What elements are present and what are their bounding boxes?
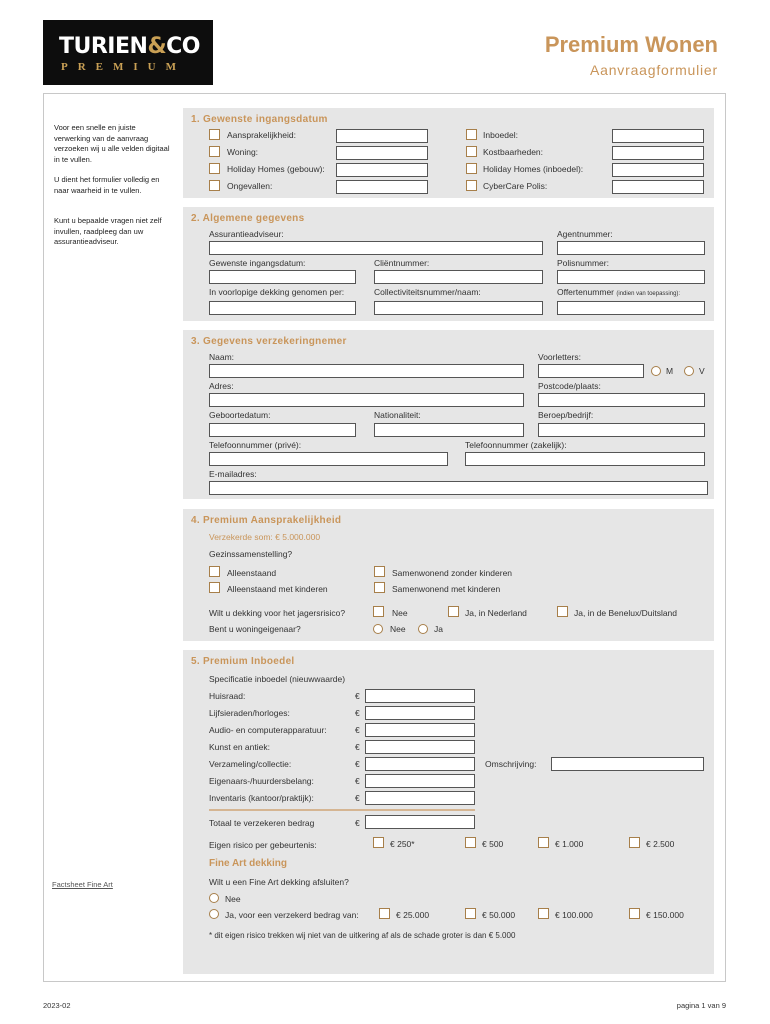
label-client: Cliëntnummer: (374, 258, 430, 268)
label-fa-50000: € 50.000 (482, 910, 516, 920)
label-quote: Offertenummer (indien van toepassing): (557, 287, 681, 297)
label-aansprakelijkheid: Aansprakelijkheid: (227, 130, 296, 140)
label-woning: Woning: (227, 147, 259, 157)
label-eigenaarsbelang: Eigenaars-/huurdersbelang: (209, 776, 314, 786)
date-input-cybercare[interactable] (612, 180, 704, 194)
label-inventaris: Inventaris (kantoor/praktijk): (209, 793, 314, 803)
label-cybercare: CyberCare Polis: (483, 181, 548, 191)
label-deductible-1000: € 1.000 (555, 839, 584, 849)
address-input[interactable] (209, 393, 524, 407)
client-input[interactable] (374, 270, 543, 284)
label-name: Naam: (209, 352, 235, 362)
radio-owner-no[interactable] (373, 624, 383, 634)
euro-sign: € (355, 818, 360, 828)
label-m: M (666, 366, 674, 376)
label-spec: Specificatie inboedel (nieuwwaarde) (209, 674, 346, 684)
checkbox-deductible-2500[interactable] (629, 837, 640, 848)
checkbox-deductible-250[interactable] (373, 837, 384, 848)
label-deductible-2500: € 2.500 (646, 839, 675, 849)
radio-m[interactable] (651, 366, 661, 376)
label-verzameling: Verzameling/collectie: (209, 759, 292, 769)
label-description: Omschrijving: (485, 759, 537, 769)
fineart-title: Fine Art dekking (209, 858, 287, 869)
email-input[interactable] (209, 481, 708, 495)
euro-sign: € (355, 759, 360, 769)
label-lijfsieraden: Lijfsieraden/horloges: (209, 708, 290, 718)
collective-input[interactable] (374, 301, 543, 315)
quote-input[interactable] (557, 301, 705, 315)
label-fineart-no: Nee (225, 894, 241, 904)
euro-sign: € (355, 725, 360, 735)
amount-inventaris[interactable] (365, 791, 475, 805)
profession-input[interactable] (538, 423, 705, 437)
checkbox-deductible-1000[interactable] (538, 837, 549, 848)
sidebar-intro: Voor een snelle en juiste verwerking van de aanvraag verzoeken wij u alle velden digitaal in te vullen. (54, 123, 170, 164)
nationality-input[interactable] (374, 423, 524, 437)
logo (43, 20, 213, 85)
checkbox-hunter-no[interactable] (373, 606, 384, 617)
checkbox-hunter-nl[interactable] (448, 606, 459, 617)
footer-date: 2023-02 (43, 1001, 71, 1010)
section-algemene-gegevens (183, 207, 714, 321)
label-owner-no: Nee (390, 624, 406, 634)
checkbox-together[interactable] (374, 566, 385, 577)
label-audio: Audio- en computerapparatuur: (209, 725, 327, 735)
checkbox-holiday-gebouw[interactable] (209, 163, 220, 174)
label-collective: Collectiviteitsnummer/naam: (374, 287, 481, 297)
section-aansprakelijkheid (183, 509, 714, 641)
label-policy: Polisnummer: (557, 258, 609, 268)
label-dob: Geboortedatum: (209, 410, 271, 420)
section-verzekeringnemer (183, 330, 714, 499)
checkbox-fa-50000[interactable] (465, 908, 476, 919)
date-input-ongevallen[interactable] (336, 180, 428, 194)
label-fa-150000: € 150.000 (646, 910, 684, 920)
euro-sign: € (355, 691, 360, 701)
label-together-kids: Samenwonend met kinderen (392, 584, 501, 594)
section-title: 1. Gewenste ingangsdatum (191, 114, 328, 125)
logo-wordmark: TURIEN&CO (59, 34, 200, 59)
date-input-holiday-gebouw[interactable] (336, 163, 428, 177)
label-cover: In voorlopige dekking genomen per: (209, 287, 345, 297)
logo-subtitle: PREMIUM (61, 61, 186, 73)
label-initials: Voorletters: (538, 352, 581, 362)
label-fineart-question: Wilt u een Fine Art dekking afsluiten? (209, 877, 349, 887)
label-v: V (699, 366, 705, 376)
insured-sum: Verzekerde som: € 5.000.000 (209, 532, 321, 542)
date-input-kostbaarheden[interactable] (612, 146, 704, 160)
label-postcode: Postcode/plaats: (538, 381, 601, 391)
label-email: E-mailadres: (209, 469, 257, 479)
label-agent: Agentnummer: (557, 229, 613, 239)
section-inboedel (183, 650, 714, 974)
section-title: 4. Premium Aansprakelijkheid (191, 515, 342, 526)
euro-sign: € (355, 742, 360, 752)
factsheet-link[interactable]: Factsheet Fine Art (52, 880, 113, 889)
label-huisraad: Huisraad: (209, 691, 246, 701)
amount-kunst[interactable] (365, 740, 475, 754)
cover-input[interactable] (209, 301, 356, 315)
radio-owner-yes[interactable] (418, 624, 428, 634)
label-owner-yes: Ja (434, 624, 443, 634)
checkbox-hunter-benelux[interactable] (557, 606, 568, 617)
section-title: 3. Gegevens verzekeringnemer (191, 336, 347, 347)
description-input[interactable] (551, 757, 704, 771)
label-hunter-question: Wilt u dekking voor het jagersrisico? (209, 608, 346, 618)
label-hunter-no: Nee (392, 608, 408, 618)
startdate-input[interactable] (209, 270, 356, 284)
label-address: Adres: (209, 381, 234, 391)
checkbox-inboedel[interactable] (466, 129, 477, 140)
label-advisor: Assurantieadviseur: (209, 229, 284, 239)
label-total: Totaal te verzekeren bedrag (209, 818, 315, 828)
name-input[interactable] (209, 364, 524, 378)
radio-fineart-no[interactable] (209, 893, 219, 903)
label-deductible: Eigen risico per gebeurtenis: (209, 840, 317, 850)
date-input-woning[interactable] (336, 146, 428, 160)
checkbox-woning[interactable] (209, 146, 220, 157)
checkbox-fa-100000[interactable] (538, 908, 549, 919)
label-household: Gezinssamenstelling? (209, 549, 293, 559)
amount-total[interactable] (365, 815, 475, 829)
phone-business-input[interactable] (465, 452, 705, 466)
initials-input[interactable] (538, 364, 644, 378)
label-profession: Beroep/bedrijf: (538, 410, 594, 420)
amount-verzameling[interactable] (365, 757, 475, 771)
label-alone-kids: Alleenstaand met kinderen (227, 584, 328, 594)
radio-fineart-yes[interactable] (209, 909, 219, 919)
footnote: * dit eigen risico trekken wij niet van de uitkering af als de schade groter is dan € 5.000 (209, 931, 516, 940)
amount-eigenaarsbelang[interactable] (365, 774, 475, 788)
checkbox-holiday-inboedel[interactable] (466, 163, 477, 174)
divider (209, 809, 475, 811)
label-startdate: Gewenste ingangsdatum: (209, 258, 306, 268)
checkbox-aansprakelijkheid[interactable] (209, 129, 220, 140)
date-input-inboedel[interactable] (612, 129, 704, 143)
sidebar-instruction: U dient het formulier volledig en naar waarheid in te vullen. (54, 175, 160, 195)
phone-private-input[interactable] (209, 452, 448, 466)
label-hunter-benelux: Ja, in de Benelux/Duitsland (574, 608, 678, 618)
amount-audio[interactable] (365, 723, 475, 737)
label-holiday-gebouw: Holiday Homes (gebouw): (227, 164, 325, 174)
label-phone-business: Telefoonnummer (zakelijk): (465, 440, 567, 450)
euro-sign: € (355, 793, 360, 803)
label-owner-question: Bent u woningeigenaar? (209, 624, 301, 634)
agent-input[interactable] (557, 241, 705, 255)
checkbox-fa-25000[interactable] (379, 908, 390, 919)
section-title: 2. Algemene gegevens (191, 213, 305, 224)
label-kunst: Kunst en antiek: (209, 742, 270, 752)
label-hunter-nl: Ja, in Nederland (465, 608, 527, 618)
dob-input[interactable] (209, 423, 356, 437)
checkbox-together-kids[interactable] (374, 582, 385, 593)
euro-sign: € (355, 708, 360, 718)
footer-page: pagina 1 van 9 (676, 1001, 726, 1010)
label-fineart-yes: Ja, voor een verzekerd bedrag van: (225, 910, 359, 920)
radio-v[interactable] (684, 366, 694, 376)
label-together: Samenwonend zonder kinderen (392, 568, 513, 578)
advisor-input[interactable] (209, 241, 543, 255)
checkbox-cybercare[interactable] (466, 180, 477, 191)
checkbox-alone[interactable] (209, 566, 220, 577)
checkbox-ongevallen[interactable] (209, 180, 220, 191)
label-deductible-250: € 250* (390, 839, 415, 849)
label-nationality: Nationaliteit: (374, 410, 421, 420)
label-phone-private: Telefoonnummer (privé): (209, 440, 302, 450)
date-input-aansprakelijkheid[interactable] (336, 129, 428, 143)
label-fa-25000: € 25.000 (396, 910, 430, 920)
date-input-holiday-inboedel[interactable] (612, 163, 704, 177)
label-deductible-500: € 500 (482, 839, 504, 849)
checkbox-alone-kids[interactable] (209, 582, 220, 593)
label-kostbaarheden: Kostbaarheden: (483, 147, 544, 157)
amount-huisraad[interactable] (365, 689, 475, 703)
checkbox-kostbaarheden[interactable] (466, 146, 477, 157)
euro-sign: € (355, 776, 360, 786)
label-inboedel: Inboedel: (483, 130, 518, 140)
label-fa-100000: € 100.000 (555, 910, 593, 920)
section-title: 5. Premium Inboedel (191, 656, 295, 667)
checkbox-deductible-500[interactable] (465, 837, 476, 848)
label-holiday-inboedel: Holiday Homes (inboedel): (483, 164, 584, 174)
page-title: Premium Wonen (544, 32, 718, 57)
page-subtitle: Aanvraagformulier (590, 62, 718, 78)
section-ingangsdatum (183, 108, 714, 198)
sidebar-advice: Kunt u bepaalde vragen niet zelf invullen, raadpleeg dan uw assurantieadviseur. (54, 216, 162, 246)
label-alone: Alleenstaand (227, 568, 277, 578)
label-ongevallen: Ongevallen: (227, 181, 273, 191)
postcode-input[interactable] (538, 393, 705, 407)
checkbox-fa-150000[interactable] (629, 908, 640, 919)
policy-input[interactable] (557, 270, 705, 284)
amount-lijfsieraden[interactable] (365, 706, 475, 720)
